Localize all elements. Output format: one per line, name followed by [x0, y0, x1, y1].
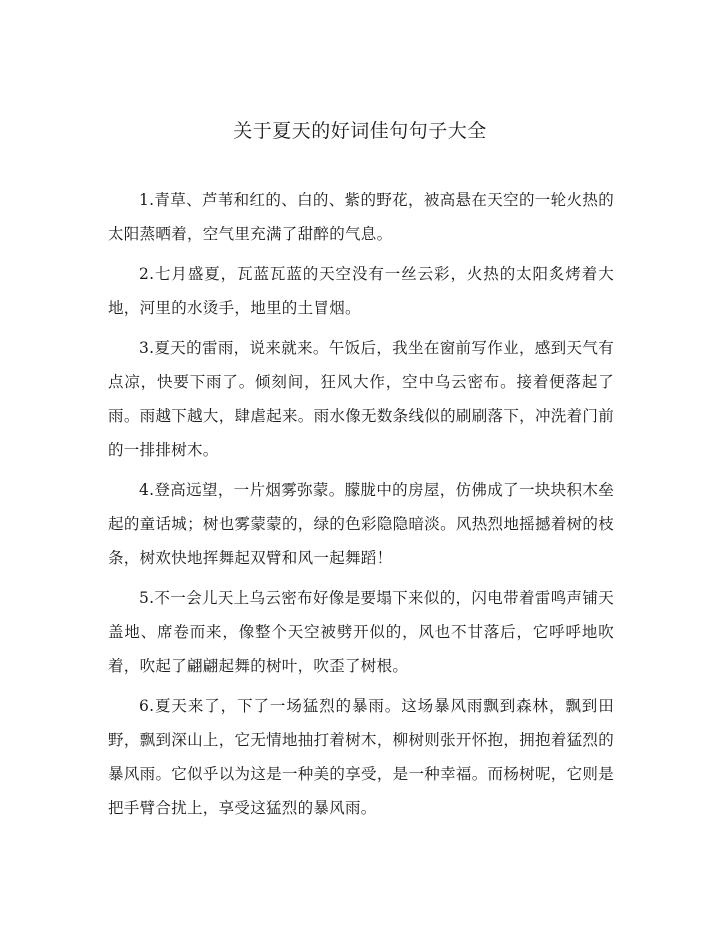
paragraph-3: 3.夏天的雷雨，说来就来。午饭后，我坐在窗前写作业，感到天气有点凉，快要下雨了。倾刻间，狂风大作，空中乌云密布。接着便落起了雨。雨越下越大，肆虐起来。雨水像无数条线似的刷刷落下，冲洗着门前的一排排树木。	[108, 339, 614, 459]
document-title: 关于夏天的好词佳句句子大全	[233, 120, 487, 142]
paragraph-1: 1.青草、芦苇和红的、白的、紫的野花，被高悬在天空的一轮火热的太阳蒸晒着，空气里充满了甜醉的气息。	[108, 191, 614, 243]
paragraph-5: 5.不一会儿天上乌云密布好像是要塌下来似的，闪电带着雷鸣声铺天盖地、席卷而来，像整个天空被劈开似的，风也不甘落后，它呼呼地吹着，吹起了翩翩起舞的树叶，吹歪了树根。	[108, 589, 614, 675]
paragraph-6: 6.夏天来了，下了一场猛烈的暴雨。这场暴风雨飘到森林，飘到田野，飘到深山上，它无情地抽打着树木，柳树则张开怀抱，拥抱着猛烈的暴风雨。它似乎以为这是一种美的享受，是一种幸福。而杨树呢，它则是把手臂合扰上，享受这猛烈的暴风雨。	[108, 697, 614, 817]
document-body	[108, 183, 614, 831]
paragraph-4: 4.登高远望，一片烟雾弥蒙。朦胧中的房屋，仿佛成了一块块积木垒起的童话城；树也雾蒙蒙的，绿的色彩隐隐暗淡。风热烈地摇撼着树的枝条，树欢快地挥舞起双臂和风一起舞蹈！	[108, 481, 614, 567]
paragraph-2: 2.七月盛夏，瓦蓝瓦蓝的天空没有一丝云彩，火热的太阳炙烤着大地，河里的水烫手，地里的土冒烟。	[108, 265, 614, 317]
